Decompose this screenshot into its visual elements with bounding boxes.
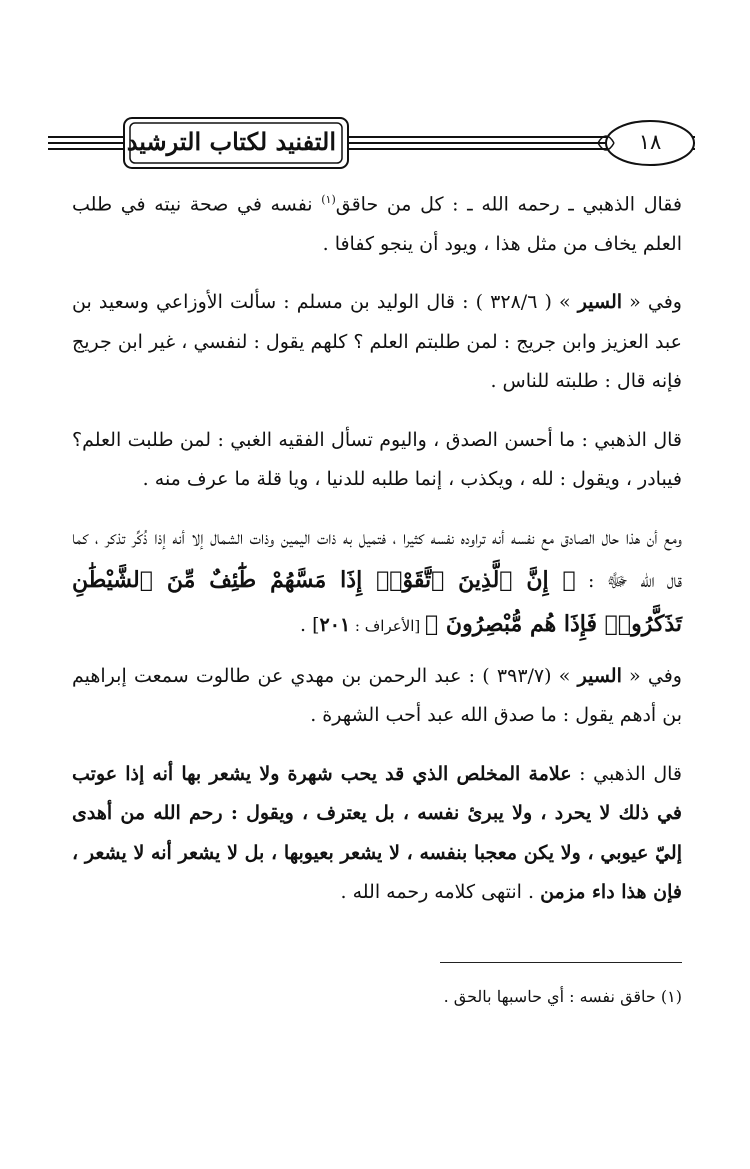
p6-tail: . انتهى كلامه رحمه الله . [340,881,541,904]
p6-bold-quote: علامة المخلص الذي قد يحب شهرة ولا يشعر بها أنه إذا عوتب في ذلك لا يحرد ، ولا يبرئ نفسه ، بل يعترف ، ويقول : رحم الله من أهدى إليّ عيوبي ، ولا يكن معجبا بنفسه ، لا يشعر بعيوبها ، بل لا يشعر أنه لا يشعر ، فإن هذا داء مزمن [72,762,682,904]
source-title: السير [577,664,622,687]
paragraph-6 [72,755,682,913]
page-number: ١٨ [638,130,662,154]
p5-text: » (٣٩٣/٧ ) : عبد الرحمن بن مهدي عن طالوت سمعت إبراهيم بن أدهم يقول : ما صدق الله عبد أحب الشهرة . [72,664,682,727]
p4-text: ومع أن هذا حال الصادق مع نفسه أنه تراوده نفسه كثيرا ، فتميل به ذات اليمين وذات الشمال إلا أنه إذا ذُكِّر تذكر ، كما قال الله ﷻ : [72,526,682,593]
paragraph-3 [72,421,682,500]
paragraph-5 [72,657,682,736]
source-title: السير [577,291,623,314]
p6-lead: قال الذهبي : [571,762,682,785]
page-header [44,112,699,174]
footnote-separator [440,962,682,963]
verse-reference-number: ٢٠١ [319,614,351,637]
verse-reference-close: ] . [300,614,320,637]
p3-text: قال الذهبي : ما أحسن الصدق ، واليوم تسأل الفقيه الغبي : لمن طلبت العلم؟ فيبادر ، ويقول : لله ، ويكذب ، إنما طلبه للدنيا ، ويا قلة ما عرف منه . [72,428,682,491]
quran-verse: ﴿ إِنَّ ٱلَّذِينَ ٱتَّقَوْا۟ إِذَا مَسَّهُمْ طَٰٓئِفٌ مِّنَ ٱلشَّيْطَٰنِ تَذَكَّرُوا۟ فَإِذَا هُم مُّبْصِرُونَ ﴾ [72,567,682,638]
p5-lead: وفي « [621,664,682,687]
paragraph-2 [72,283,682,402]
book-title: التفنيد لكتاب الترشيد [126,127,336,156]
page-body [72,180,682,913]
paragraph-4 [72,519,682,647]
verse-reference-surah: [الأعراف : [350,617,426,636]
p2-text: » ( ٣٢٨/٦ ) : قال الوليد بن مسلم : سألت الأوزاعي وسعيد بن عبد العزيز وابن جريج : لمن طلبتم العلم ؟ كلهم يقول : لنفسي ، غير ابن جريج فإنه قال : طلبته للناس . [72,291,682,393]
p1-text-end: نفسه في صحة نيته في طلب العلم يخاف من مثل هذا ، ويود أن ينجو كفافا . [72,193,682,255]
footnote-marker: (١) [321,193,336,206]
footnote: (١) حاقق نفسه : أي حاسبها بالحق . [443,987,682,1006]
p2-lead: وفي « [622,291,682,314]
paragraph-1 [72,180,682,264]
p1-text-start: فقال الذهبي ـ رحمه الله ـ : كل من حاقق [335,193,682,216]
